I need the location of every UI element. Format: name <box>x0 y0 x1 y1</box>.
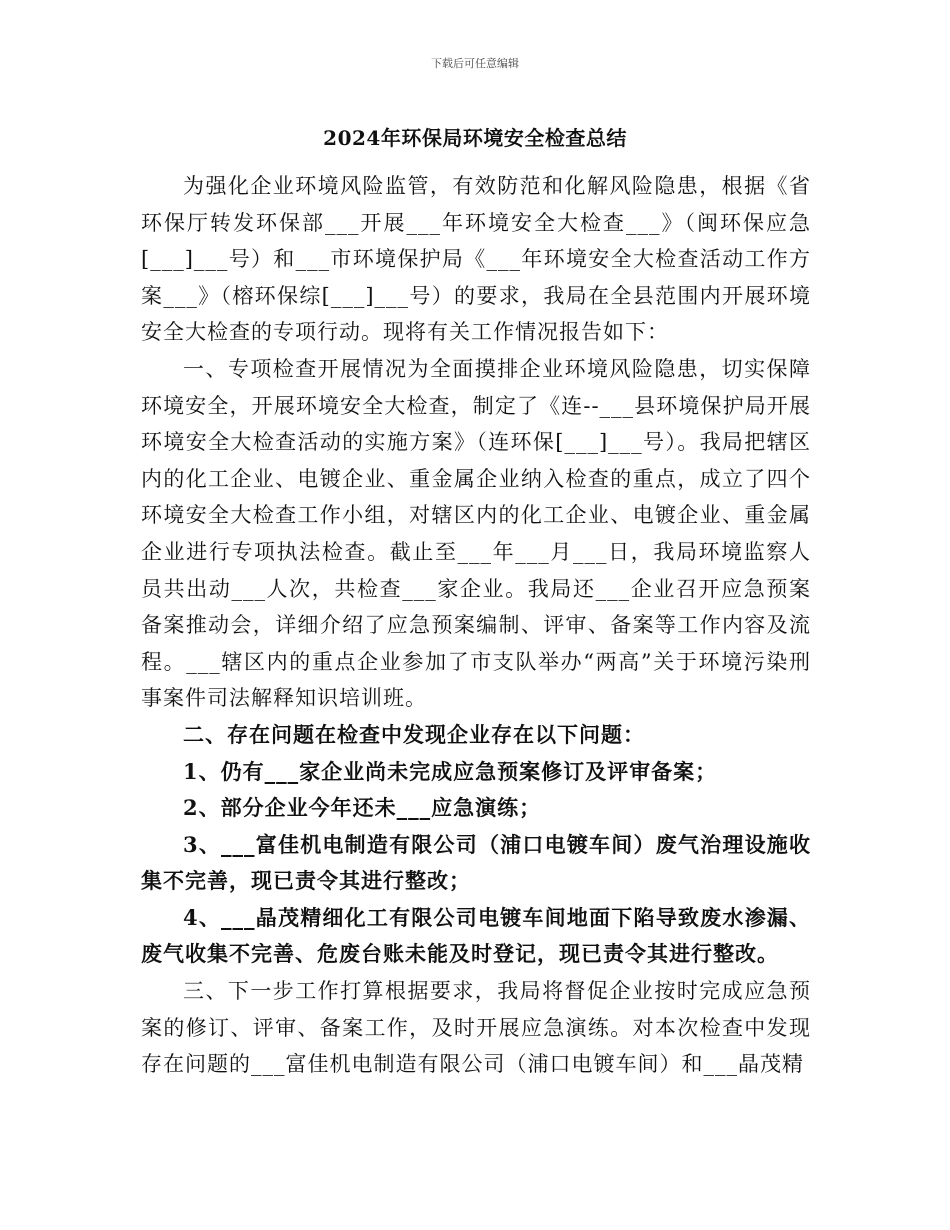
paragraph-section-2-heading: 二、存在问题在检查中发现企业存在以下问题： <box>183 721 645 747</box>
page-title: 2024年环保局环境安全检查总结 <box>323 126 627 150</box>
paragraph-section-3: 三、下一步工作打算根据要求，我局将督促企业按时完成应急预案的修订、评审、备案工作，及时开展应急演练。对本次检查中发现存在问题的___富佳机电制造有限公司（浦口电镀车间）和___晶茂精 <box>141 979 811 1077</box>
list-item-1: 1、仍有___家企业尚未完成应急预案修订及评审备案； <box>183 758 718 784</box>
list-item-3: 3、___富佳机电制造有限公司（浦口电镀车间）废气治理设施收集不完善，现已责令其进行整改； <box>141 831 812 894</box>
header-note: 下载后可任意编辑 <box>431 57 519 70</box>
list-item-2: 2、部分企业今年还未___应急演练； <box>183 795 542 821</box>
document-body <box>141 168 811 1083</box>
paragraph-section-1: 一、专项检查开展情况为全面摸排企业环境风险隐患，切实保障环境安全，开展环境安全大检查，制定了《连--___县环境保护局开展环境安全大检查活动的实施方案》（连环保[___]___号）。我局把辖区内的化工企业、电镀企业、重金属企业纳入检查的重点，成立了四个环境安全大检查工作小组，对辖区内的化工企业、电镀企业、重金属企业进行专项执法检查。截止至___年___月___日，我局环境监察人员共出动___人次，共检查___家企业。我局还___企业召开应急预案备案推动会，详细介绍了应急预案编制、评审、备案等工作内容及流程。___辖区内的重点企业参加了市支队举办“两高”关于环境污染刑事案件司法解释知识培训班。 <box>141 356 811 711</box>
list-item-4: 4、___晶茂精细化工有限公司电镀车间地面下陷导致废水渗漏、废气收集不完善、危废台账未能及时登记，现已责令其进行整改。 <box>141 904 812 967</box>
paragraph-intro: 为强化企业环境风险监管，有效防范和化解风险隐患，根据《省环保厅转发环保部___开展___年环境安全大检查___》（闽环保应急[___]___号）和___市环境保护局《___年环境安全大检查活动工作方案___》（榕环保综[___]___号）的要求，我局在全县范围内开展环境安全大检查的专项行动。现将有关工作情况报告如下： <box>141 174 811 345</box>
